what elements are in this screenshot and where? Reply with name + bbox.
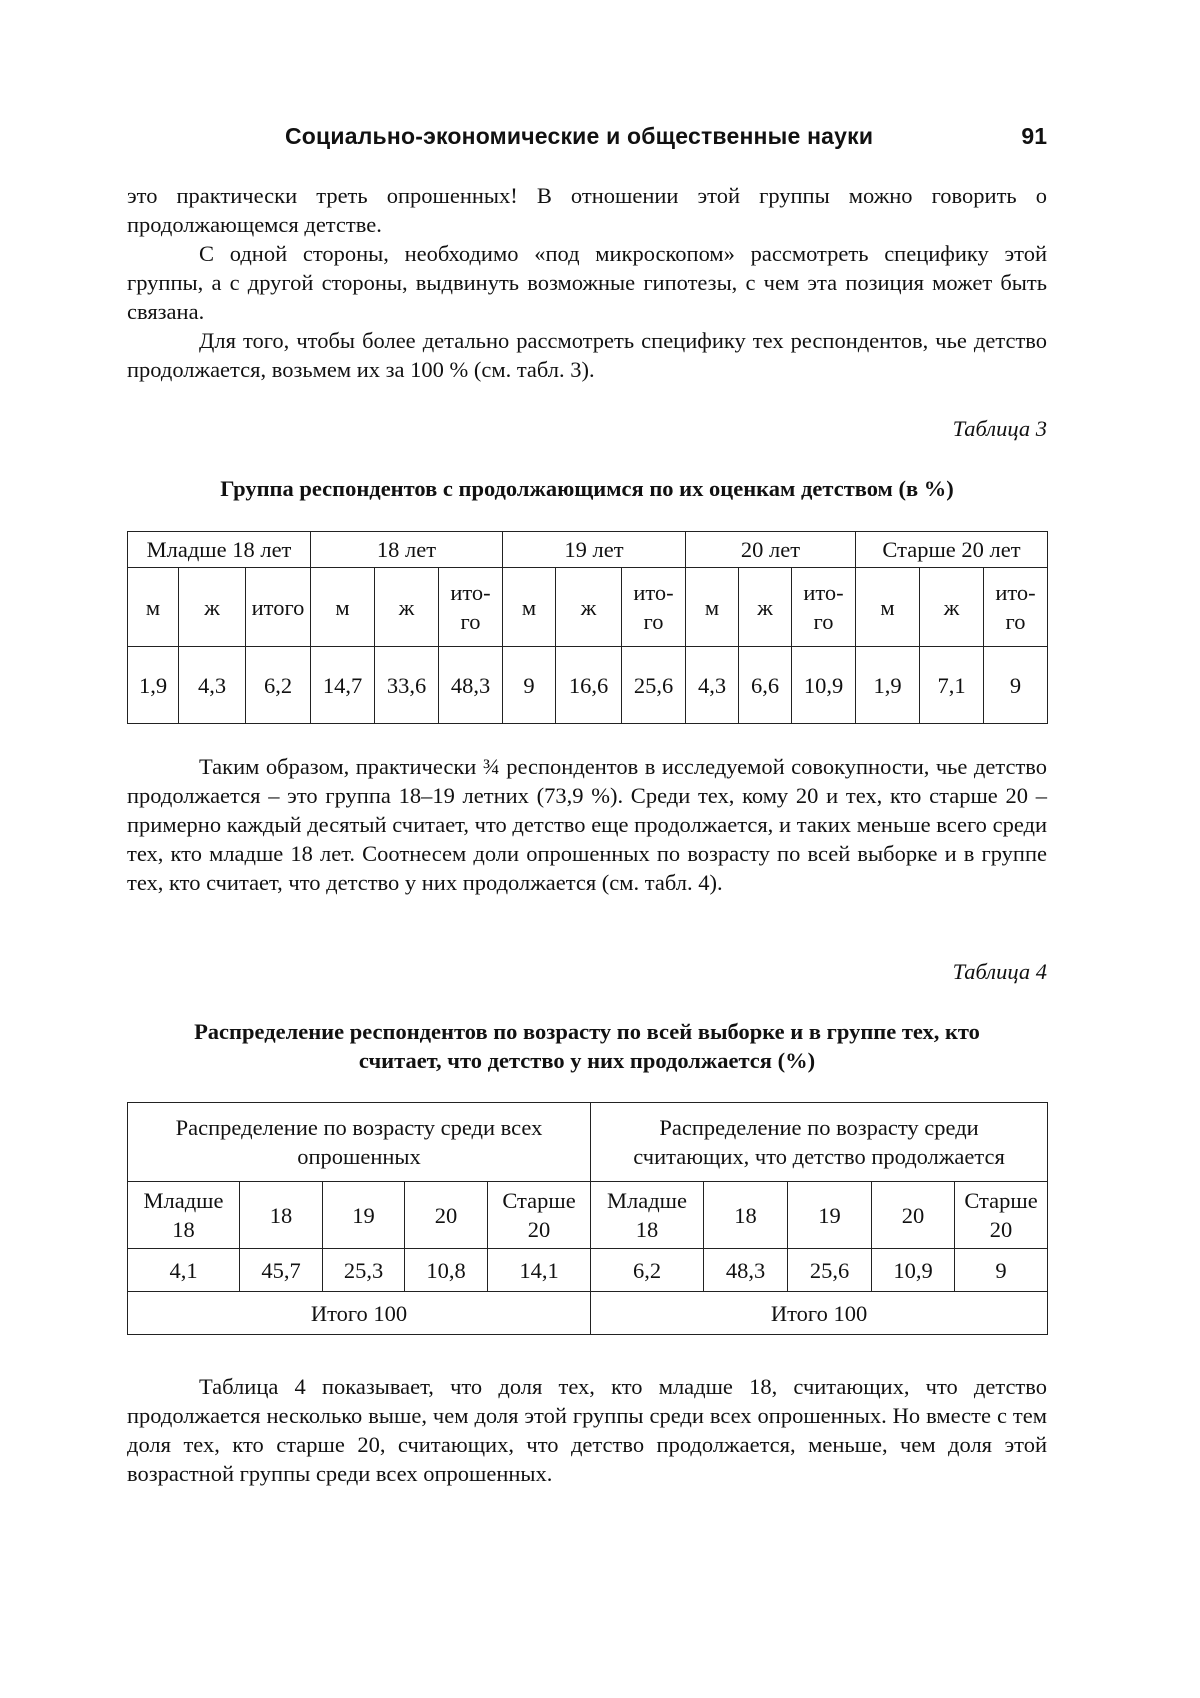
table3-cell: 10,9	[792, 647, 856, 724]
paragraph: Для того, чтобы более детально рассмотреть специфику тех респондентов, чье детство продолжается, возьмем их за 100 % (см. табл. 3).	[127, 328, 1047, 382]
table4-cell: 9	[955, 1249, 1048, 1292]
table3-group-header: 19 лет	[503, 532, 686, 568]
table4-age-header: 20	[405, 1182, 488, 1249]
table4	[127, 1102, 1048, 1335]
table3-cell: 6,6	[739, 647, 792, 724]
table3-cell: 48,3	[439, 647, 503, 724]
table3-cell: 6,2	[246, 647, 311, 724]
text-block-top	[127, 181, 1047, 384]
table4-age-header: Младше 18	[128, 1182, 240, 1249]
running-header	[127, 122, 1047, 154]
table3-subheader: ито-го	[792, 568, 856, 647]
table3-subheader: м	[856, 568, 920, 647]
text-block-middle	[127, 752, 1047, 897]
table4-label: Таблица 4	[952, 959, 1047, 984]
table4-age-header: 18	[240, 1182, 323, 1249]
table3-cell: 16,6	[556, 647, 622, 724]
table4-caption-line: считает, что детство у них продолжается (%)	[358, 1048, 816, 1073]
table3-cell: 1,9	[856, 647, 920, 724]
table4-age-header: 19	[788, 1182, 872, 1249]
table4-cell: 45,7	[240, 1249, 323, 1292]
table4-total-all: Итого 100	[128, 1292, 591, 1335]
table3-subheader: м	[311, 568, 375, 647]
table3-subheader: ж	[920, 568, 984, 647]
table4-cell: 25,6	[788, 1249, 872, 1292]
table4-age-header: Старше 20	[488, 1182, 591, 1249]
table3-cell: 9	[503, 647, 556, 724]
table4-cell: 10,8	[405, 1249, 488, 1292]
page-number: 91	[1021, 123, 1047, 149]
table3-subheader: ито-го	[439, 568, 503, 647]
table3-cell: 33,6	[375, 647, 439, 724]
table4-age-header: 20	[872, 1182, 955, 1249]
table4-cell: 48,3	[704, 1249, 788, 1292]
table4-cell: 10,9	[872, 1249, 955, 1292]
table3-caption: Группа респондентов с продолжающимся по их оценкам детством (в %)	[220, 476, 954, 501]
table3-subheader: м	[128, 568, 179, 647]
paragraph: С одной стороны, необходимо «под микроскопом» рассмотреть специфику этой группы, а с другой стороны, выдвинуть возможные гипотезы, с чем эта позиция может быть связана.	[127, 241, 1047, 324]
paragraph: это практически треть опрошенных! В отношении этой группы можно говорить о продолжающемся детстве.	[127, 183, 1047, 237]
table3-subheader: ито-го	[984, 568, 1048, 647]
table3-subheader: ж	[179, 568, 246, 647]
table3-cell: 1,9	[128, 647, 179, 724]
table3-subheader: м	[503, 568, 556, 647]
table3	[127, 531, 1048, 724]
table3-label: Таблица 3	[952, 416, 1047, 441]
table4-group-header-continuing: Распределение по возрасту среди считающих, что детство продолжается	[591, 1103, 1048, 1182]
table4-group-header-all: Распределение по возрасту среди всех опрошенных	[128, 1103, 591, 1182]
paragraph: Таким образом, практически ¾ респондентов в исследуемой совокупности, чье детство продолжается – это группа 18–19 летних (73,9 %). Среди тех, кому 20 и тех, кто старше 20 – примерно каждый десятый считает, что детство еще продолжается, и таких меньше всего среди тех, кто младше 18 лет. Соотнесем доли опрошенных по возрасту по всей выборке и в группе тех, кто считает, что детство у них продолжается (см. табл. 4).	[127, 754, 1047, 895]
table4-total-continuing: Итого 100	[591, 1292, 1048, 1335]
table3-cell: 25,6	[622, 647, 686, 724]
table3-subheader: итого	[246, 568, 311, 647]
table3-cell: 7,1	[920, 647, 984, 724]
text-block-bottom	[127, 1372, 1047, 1488]
table4-age-header: Старше 20	[955, 1182, 1048, 1249]
table3-group-header: Младше 18 лет	[128, 532, 311, 568]
table3-subheader: ж	[739, 568, 792, 647]
table3-group-header: 18 лет	[311, 532, 503, 568]
table3-cell: 9	[984, 647, 1048, 724]
table4-age-header: Младше 18	[591, 1182, 704, 1249]
table3-cell: 4,3	[686, 647, 739, 724]
table4-caption	[127, 1017, 1047, 1075]
section-title: Социально-экономические и общественные науки	[285, 123, 874, 149]
table4-caption-line: Распределение респондентов по возрасту по всей выборке и в группе тех, кто	[194, 1019, 980, 1044]
table3-subheader: ж	[556, 568, 622, 647]
table3-group-header: Старше 20 лет	[856, 532, 1048, 568]
table4-cell: 4,1	[128, 1249, 240, 1292]
table3-subheader: ж	[375, 568, 439, 647]
table3-cell: 14,7	[311, 647, 375, 724]
paragraph: Таблица 4 показывает, что доля тех, кто младше 18, считающих, что детство продолжается несколько выше, чем доля этой группы среди всех опрошенных. Но вместе с тем доля тех, кто старше 20, считающих, что детство продолжается, меньше, чем доля этой возрастной группы среди всех опрошенных.	[127, 1374, 1047, 1486]
table3-subheader: м	[686, 568, 739, 647]
table4-cell: 14,1	[488, 1249, 591, 1292]
table3-group-header: 20 лет	[686, 532, 856, 568]
table3-cell: 4,3	[179, 647, 246, 724]
table3-subheader: ито-го	[622, 568, 686, 647]
table4-age-header: 19	[323, 1182, 405, 1249]
table4-age-header: 18	[704, 1182, 788, 1249]
table4-cell: 6,2	[591, 1249, 704, 1292]
table4-cell: 25,3	[323, 1249, 405, 1292]
